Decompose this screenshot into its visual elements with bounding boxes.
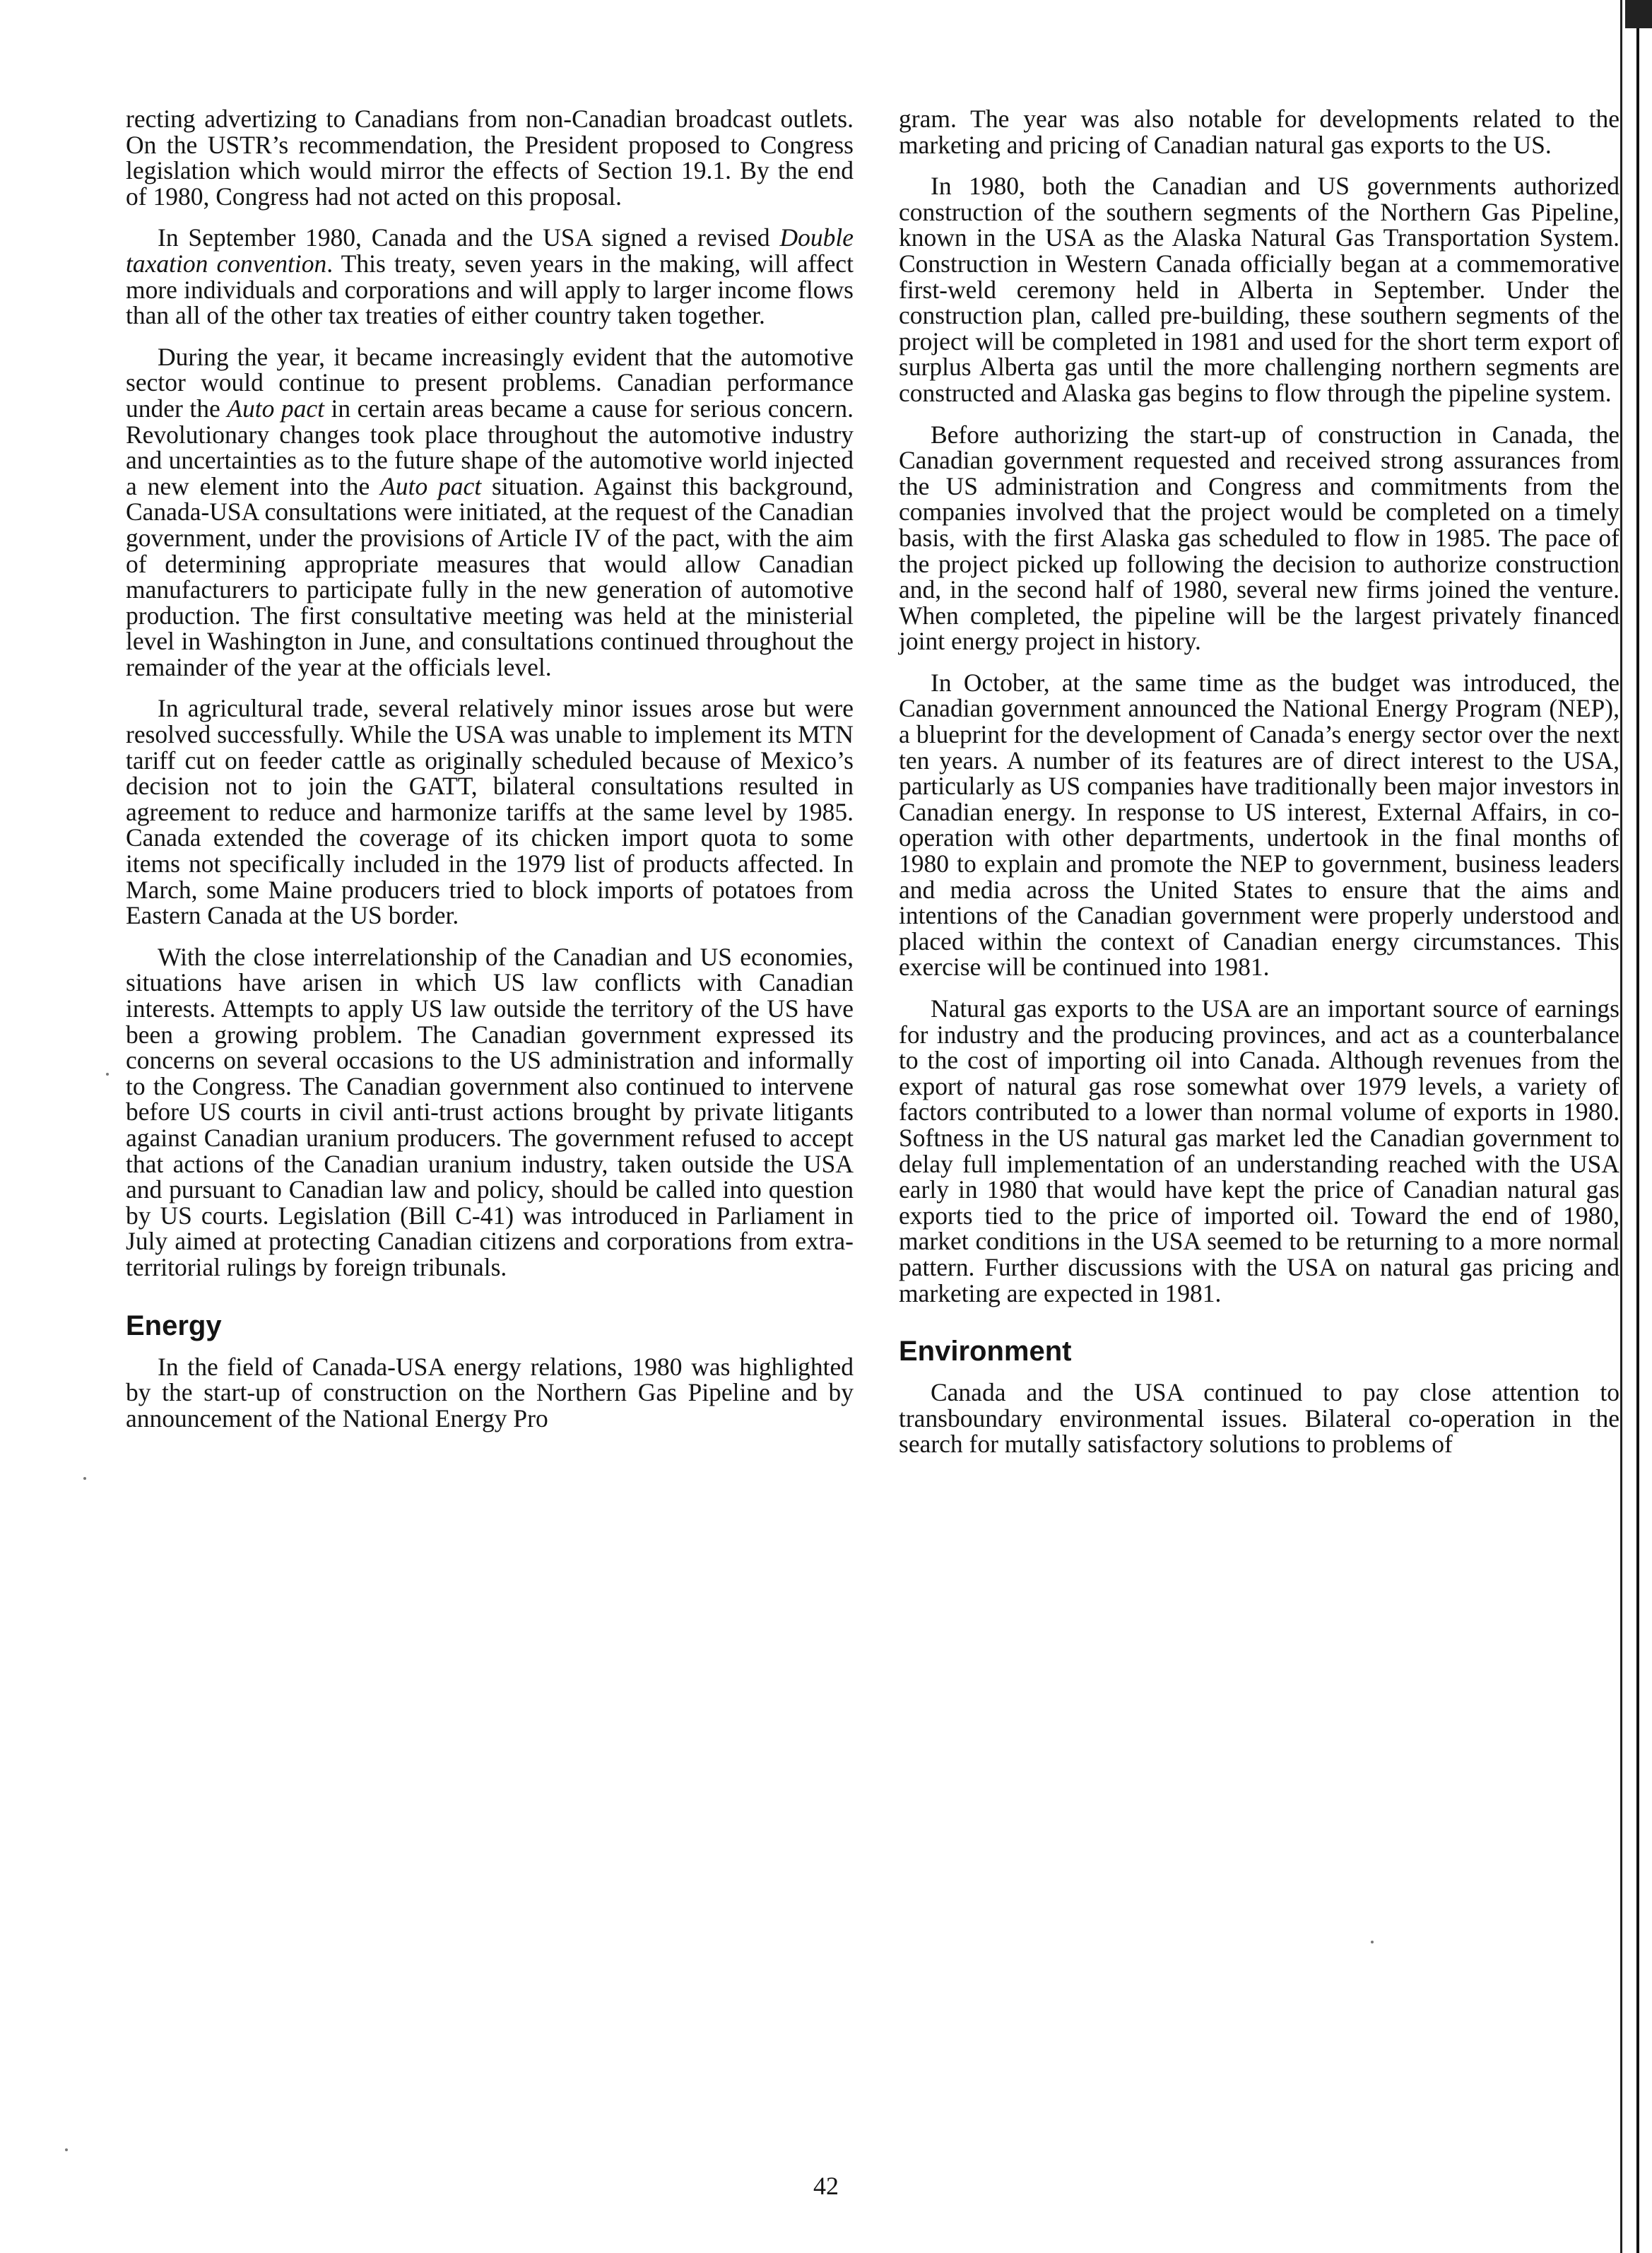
paragraph-double-taxation: In September 1980, Canada and the USA signed a revised Double taxation convention. This treaty, seven years in the making, will affect more individuals and corporations and will apply to larger income flows than all of the other tax treaties of either country taken together. — [126, 223, 854, 330]
page-number: 42 — [813, 2172, 839, 2200]
energy-heading: Energy — [126, 1310, 222, 1341]
scan-binding-edge — [1620, 0, 1639, 2253]
paragraph-pipeline-assurances: Before authorizing the start-up of construction in Canada, the Canadian government requested and received strong assurances from the US administration and Congress and commitments from the companies involved that the project would be completed on a timely basis, with the first Alaska gas scheduled to flow in 1985. The pace of the project picked up following the decision to authorize construction and, in the second half of 1980, several new firms joined the venture. When completed, the pipeline will be the largest privately financed joint energy project in history. — [899, 420, 1619, 656]
left-column — [126, 106, 854, 1447]
paragraph-environment-intro: Canada and the USA continued to pay close attention to transboundary environmental issues. Bilateral co-operation in the search for mutally satisfactory solutions to problems of — [899, 1378, 1619, 1459]
environment-heading: Environment — [899, 1336, 1072, 1367]
paragraph-energy-program-continued: gram. The year was also notable for developments related to the marketing and pricing of Canadian natural gas exports to the US. — [899, 105, 1619, 159]
paragraph-advertizing-continued: recting advertizing to Canadians from non-Canadian broadcast outlets. On the USTR’s recommendation, the President proposed to Congress legislation which would mirror the effects of Section 19.1. By the end of 1980, Congress had not acted on this proposal. — [126, 105, 854, 211]
paragraph-national-energy-program: In October, at the same time as the budget was introduced, the Canadian government announced the National Energy Program (NEP), a blueprint for the development of Canada’s energy sector over the next ten years. A number of its features are of direct interest to the USA, particularly as US companies have traditionally been major investors in Canadian energy. In response to US interest, External Affairs, in co-operation with other departments, undertook in the final months of 1980 to explain and promote the NEP to government, business leaders and media across the United States to ensure that the aims and intentions of the Canadian government were properly understood and placed within the context of Canadian energy circumstances. This exercise will be continued into 1981. — [899, 668, 1619, 982]
scan-corner-mark — [1625, 0, 1652, 28]
paragraph-us-law-conflicts: With the close interrelationship of the Canadian and US economies, situations have arisen in which US law conflicts with Canadian interests. Attempts to apply US law outside the territory of the US have been a growing problem. The Canadian government expressed its concerns on several occasions to the US administration and informally to the Congress. The Canadian government also continued to intervene before US courts in civil anti-trust actions brought by private litigants against Canadian uranium producers. The government refused to accept that actions of the Canadian uranium industry, taken outside the USA and pursuant to Canadian law and policy, should be called into question by US courts. Legislation (Bill C-41) was introduced in Parliament in July aimed at protecting Canadian citizens and corporations from extra-territorial rulings by foreign tribunals. — [126, 942, 854, 1281]
paragraph-energy-intro: In the field of Canada-USA energy relations, 1980 was highlighted by the start-up of construction on the Northern Gas Pipeline and by announcement of the National Energy Pro — [126, 1352, 854, 1433]
paragraph-agricultural-trade: In agricultural trade, several relatively minor issues arose but were resolved successfully. While the USA was unable to implement its MTN tariff cut on feeder cattle as originally scheduled because of Mexico’s decision not to join the GATT, bilateral consultations resulted in agreement to reduce and harmonize tariffs at the same level by 1985. Canada extended the coverage of its chicken import quota to some items not specifically included in the 1979 list of products affected. In March, some Maine producers tried to block imports of potatoes from Eastern Canada at the US border. — [126, 694, 854, 930]
paragraph-pipeline-construction: In 1980, both the Canadian and US governments authorized construction of the southern segments of the Northern Gas Pipeline, known in the USA as the Alaska Natural Gas Transportation System. Construction in Western Canada officially began at a commemorative first-weld ceremony held in Alberta in September. Under the construction plan, called pre-building, these southern segments of the project will be completed in 1981 and used for the short term export of surplus Alberta gas until the more challenging northern segments are constructed and Alaska gas begins to flow through the pipeline system. — [899, 172, 1619, 407]
right-column — [899, 106, 1619, 1473]
paragraph-automotive: During the year, it became increasingly evident that the automotive sector would continue to present problems. Canadian performance under the Auto pact in certain areas became a cause for serious concern. Revolutionary changes took place throughout the automotive industry and uncertainties as to the future shape of the automotive world injected a new element into the Auto pact situation. Against this background, Canada-USA consultations were initiated, at the request of the Canadian government, under the provisions of Article IV of the pact, with the aim of determining appropriate measures that would allow Canadian manufacturers to participate fully in the new generation of automotive production. The first consultative meeting was held at the ministerial level in Washington in June, and consultations continued throughout the remainder of the year at the officials level. — [126, 342, 854, 681]
paragraph-natural-gas-exports: Natural gas exports to the USA are an important source of earnings for industry and the producing provinces, and act as a counterbalance to the cost of importing oil into Canada. Although revenues from the export of natural gas rose somewhat over 1979 levels, a variety of factors contributed to a lower than normal volume of exports in 1980. Softness in the US natural gas market led the Canadian government to delay full implementation of an understanding reached with the USA early in 1980 that would have kept the price of Canadian natural gas exports tied to the price of imported oil. Toward the end of 1980, market conditions in the USA seemed to be returning to a more normal pattern. Further discussions with the USA on natural gas pricing and marketing are expected in 1981. — [899, 994, 1619, 1307]
scan-speck — [106, 1073, 109, 1076]
scan-speck — [1371, 1941, 1374, 1943]
scan-speck — [65, 2148, 68, 2151]
scan-speck — [83, 1477, 86, 1480]
